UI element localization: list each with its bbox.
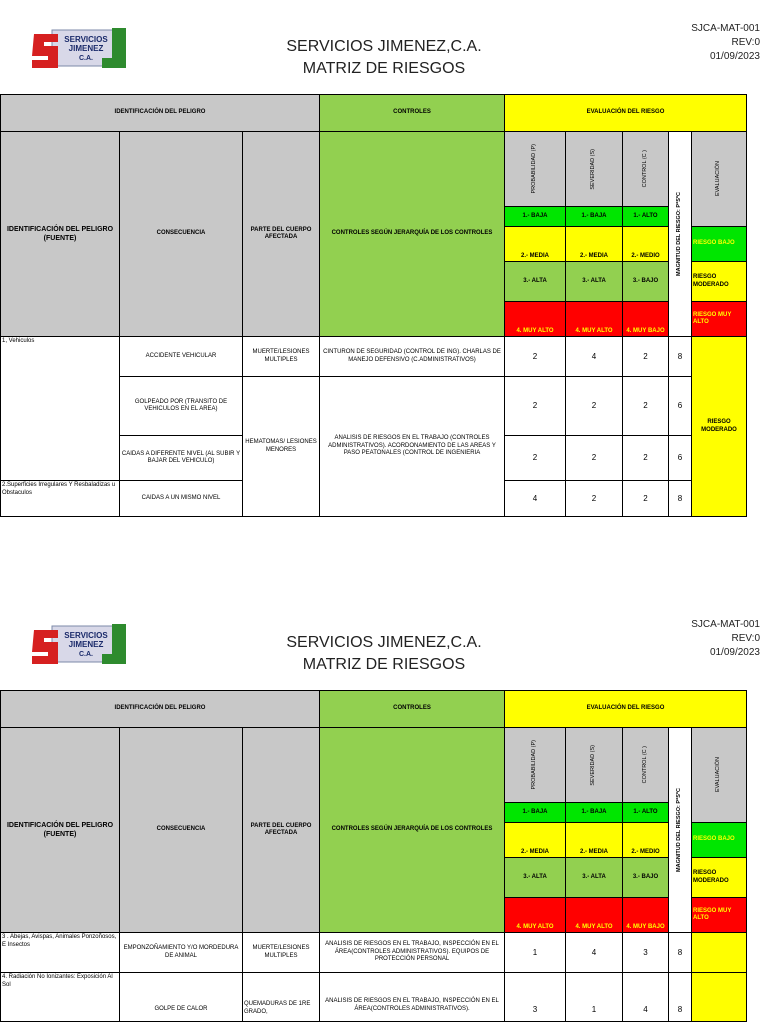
matrix-title: MATRIZ DE RIESGOS (302, 60, 466, 77)
company-name: SERVICIOS JIMENEZ,C.A. (286, 634, 482, 651)
header-fuente: IDENTIFICACIÓN DEL PELIGRO (FUENTE) (0, 727, 120, 933)
scale-prob-1: 1.- BAJA (504, 206, 566, 227)
header-evaluacion-col: EVALUACIÓN (691, 727, 747, 823)
eval-moderado: RIESGO MODERADO (691, 336, 747, 517)
matrix-title: MATRIZ DE RIESGOS (302, 656, 466, 673)
header-identificacion: IDENTIFICACIÓN DEL PELIGRO (0, 690, 320, 728)
parte-row-2: QUEMADURAS DE 1RE GRADO, (242, 972, 320, 1022)
control-merged: ANALISIS DE RIESGOS EN EL TRABAJO (CONTROLES ADMINISTRATIVOS). ACORDONAMIENTO DE LAS AREAS Y PASO PEATONALES (CONTROL DE INGENIERIA (319, 376, 505, 517)
doc-rev: REV:0 (731, 37, 760, 48)
control-row-1: CINTURON DE SEGURIDAD (CONTROL DE ING). CHARLAS DE MANEJO DEFENSIVO (C.ADMINISTRATIVOS) (319, 336, 505, 377)
document-info (640, 618, 760, 660)
header-evaluacion: EVALUACIÓN DEL RIESGO (504, 690, 747, 728)
s-row-3: 2 (565, 435, 623, 481)
consecuencia-row-1: EMPONZOÑAMIENTO Y/O MORDEDURA DE ANIMAL (119, 932, 243, 973)
fuente-row-2: 4. Radiación No Ionizantes: Exposición Al Sol (0, 972, 120, 1022)
consecuencia-row-3: CAIDAS A DIFERENTE NIVEL (AL SUBIR Y BAJAR DEL VEHICULO) (119, 435, 243, 481)
scale-sev-4: 4. MUY ALTO (565, 301, 623, 337)
header-parte: PARTE DEL CUERPO AFECTADA (242, 727, 320, 933)
eval-row-2 (691, 972, 747, 1022)
header-probabilidad: PROBABILIDAD (P) (504, 131, 566, 207)
scale-ctrl-1: 1.- ALTO (622, 802, 669, 823)
scale-sev-2: 2.- MEDIA (565, 226, 623, 262)
c-row-2: 4 (622, 972, 669, 1022)
control-row-2: ANALISIS DE RIESGOS EN EL TRABAJO, INSPECCIÓN EN EL ÁREA(CONTROLES ADMINISTRATIVOS). (319, 972, 505, 1022)
scale-sev-3: 3.- ALTA (565, 261, 623, 302)
scale-ctrl-4: 4. MUY BAJO (622, 897, 669, 933)
scale-eval-muy-alto: RIESGO MUY ALTO (691, 897, 747, 933)
scale-eval-muy-alto: RIESGO MUY ALTO (691, 301, 747, 337)
header-evaluacion: EVALUACIÓN DEL RIESGO (504, 94, 747, 132)
consecuencia-row-4: CAIDAS A UN MISMO NIVEL (119, 480, 243, 517)
m-row-2: 8 (668, 972, 692, 1022)
control-row-1: ANALISIS DE RIESGOS EN EL TRABAJO, INSPECCIÓN EN EL ÁREA(CONTROLES ADMINISTRATIVOS). EQUIPOS DE PROTECCIÓN PERSONAL (319, 932, 505, 973)
s-row-1: 4 (565, 932, 623, 973)
doc-code: SJCA-MAT-001 (691, 619, 760, 630)
c-row-3: 2 (622, 435, 669, 481)
header-consecuencia: CONSECUENCIA (119, 727, 243, 933)
svg-text:JIMENEZ: JIMENEZ (68, 640, 104, 649)
m-row-2: 6 (668, 376, 692, 436)
header-consecuencia: CONSECUENCIA (119, 131, 243, 337)
scale-prob-4: 4. MUY ALTO (504, 897, 566, 933)
c-row-4: 2 (622, 480, 669, 517)
s-row-1: 4 (565, 336, 623, 377)
eval-row-1 (691, 932, 747, 973)
header-severidad: SEVERIDAD (S) (565, 727, 623, 803)
doc-date: 01/09/2023 (709, 51, 760, 62)
c-row-1: 2 (622, 336, 669, 377)
header-controles: CONTROLES (319, 94, 505, 132)
p-row-4: 4 (504, 480, 566, 517)
s-row-4: 2 (565, 480, 623, 517)
p-row-2: 2 (504, 376, 566, 436)
document-info (640, 22, 760, 64)
svg-text:C.A.: C.A. (79, 55, 93, 62)
doc-code: SJCA-MAT-001 (691, 23, 760, 34)
company-name: SERVICIOS JIMENEZ,C.A. (286, 38, 482, 55)
m-row-4: 8 (668, 480, 692, 517)
scale-sev-2: 2.- MEDIA (565, 822, 623, 858)
parte-row-1: MUERTE/LESIONES MULTIPLES (242, 336, 320, 377)
header-control: CONTROL (C ) (622, 131, 669, 207)
parte-row-1: MUERTE/LESIONES MULTIPLES (242, 932, 320, 973)
scale-sev-3: 3.- ALTA (565, 857, 623, 898)
company-logo (30, 24, 132, 72)
scale-sev-1: 1.- BAJA (565, 206, 623, 227)
header-evaluacion-col: EVALUACIÓN (691, 131, 747, 227)
m-row-3: 6 (668, 435, 692, 481)
header-parte: PARTE DEL CUERPO AFECTADA (242, 131, 320, 337)
scale-ctrl-3: 3.- BAJO (622, 261, 669, 302)
scale-prob-2: 2.- MEDIA (504, 822, 566, 858)
p-row-2: 3 (504, 972, 566, 1022)
svg-text:C.A.: C.A. (79, 651, 93, 658)
parte-merged: HEMATOMAS/ LESIONES MENORES (242, 376, 320, 517)
svg-text:SERVICIOS: SERVICIOS (64, 631, 108, 640)
header-magnitud: MAGNITUD DEL RIESGO: P*S*C (668, 727, 692, 933)
scale-prob-2: 2.- MEDIA (504, 226, 566, 262)
scale-prob-3: 3.- ALTA (504, 857, 566, 898)
fuente-vehiculos: 1, Vehiculos (0, 336, 120, 481)
scale-prob-1: 1.- BAJA (504, 802, 566, 823)
header-jerarquia: CONTROLES SEGÚN JERARQUÍA DE LOS CONTROLES (319, 727, 505, 933)
scale-eval-bajo: RIESGO BAJO (691, 226, 747, 262)
m-row-1: 8 (668, 932, 692, 973)
scale-eval-moderado: RIESGO MODERADO (691, 261, 747, 302)
c-row-2: 2 (622, 376, 669, 436)
header-identificacion: IDENTIFICACIÓN DEL PELIGRO (0, 94, 320, 132)
p-row-1: 2 (504, 336, 566, 377)
scale-prob-3: 3.- ALTA (504, 261, 566, 302)
consecuencia-row-2: GOLPEADO POR (TRANSITO DE VEHICULOS EN EL AREA) (119, 376, 243, 436)
scale-sev-4: 4. MUY ALTO (565, 897, 623, 933)
document-title (234, 36, 534, 80)
consecuencia-row-1: ACCIDENTE VEHICULAR (119, 336, 243, 377)
p-row-3: 2 (504, 435, 566, 481)
svg-text:SERVICIOS: SERVICIOS (64, 35, 108, 44)
s-row-2: 1 (565, 972, 623, 1022)
scale-sev-1: 1.- BAJA (565, 802, 623, 823)
fuente-row-1: 3 . Abejas, Avispas, Animales Ponzoñosos, E Insectos (0, 932, 120, 973)
company-logo (30, 620, 132, 668)
scale-eval-moderado: RIESGO MODERADO (691, 857, 747, 898)
scale-prob-4: 4. MUY ALTO (504, 301, 566, 337)
header-fuente: IDENTIFICACIÓN DEL PELIGRO (FUENTE) (0, 131, 120, 337)
consecuencia-row-2: GOLPE DE CALOR (119, 972, 243, 1022)
m-row-1: 8 (668, 336, 692, 377)
scale-ctrl-2: 2.- MEDIO (622, 226, 669, 262)
header-severidad: SEVERIDAD (S) (565, 131, 623, 207)
fuente-superficies: 2.Superficies Irregulares Y Resbaladizas u Obstaculos (0, 480, 120, 517)
scale-ctrl-3: 3.- BAJO (622, 857, 669, 898)
header-control: CONTROL (C ) (622, 727, 669, 803)
scale-eval-bajo: RIESGO BAJO (691, 822, 747, 858)
svg-text:JIMENEZ: JIMENEZ (68, 44, 104, 53)
c-row-1: 3 (622, 932, 669, 973)
scale-ctrl-1: 1.- ALTO (622, 206, 669, 227)
doc-date: 01/09/2023 (709, 647, 760, 658)
header-controles: CONTROLES (319, 690, 505, 728)
scale-ctrl-4: 4. MUY BAJO (622, 301, 669, 337)
s-row-2: 2 (565, 376, 623, 436)
document-title (234, 632, 534, 676)
scale-ctrl-2: 2.- MEDIO (622, 822, 669, 858)
doc-rev: REV:0 (731, 633, 760, 644)
p-row-1: 1 (504, 932, 566, 973)
header-probabilidad: PROBABILIDAD (P) (504, 727, 566, 803)
header-jerarquia: CONTROLES SEGÚN JERARQUÍA DE LOS CONTROLES (319, 131, 505, 337)
header-magnitud: MAGNITUD DEL RIESGO: P*S*C (668, 131, 692, 337)
